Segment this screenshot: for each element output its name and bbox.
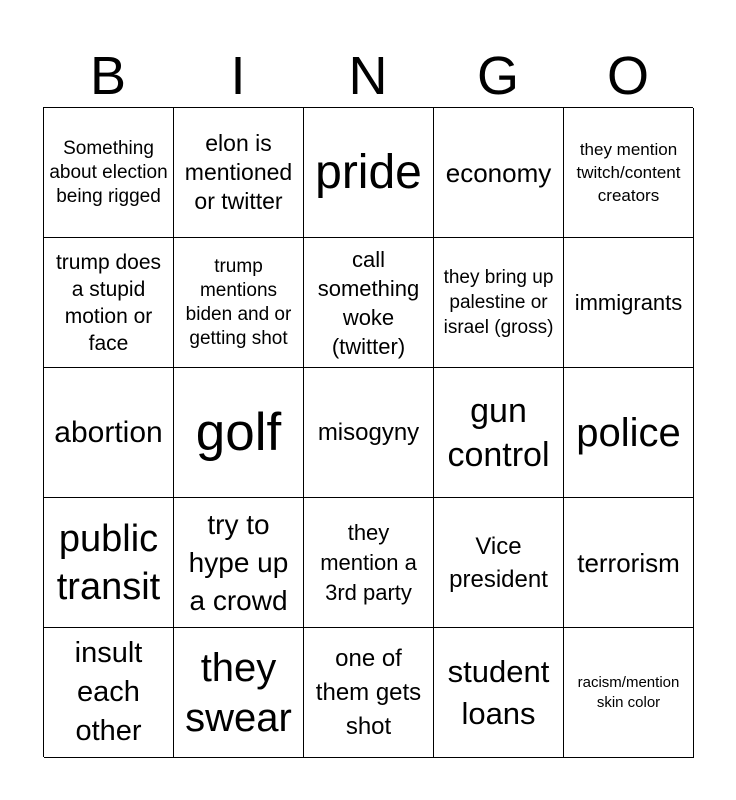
bingo-cell[interactable] bbox=[174, 108, 304, 238]
bingo-cell[interactable] bbox=[174, 628, 304, 758]
cell-text: try to hype up a crowd bbox=[188, 508, 289, 616]
cell-text: elon is mentioned or twitter bbox=[184, 130, 293, 214]
bingo-cell[interactable] bbox=[174, 238, 304, 368]
header-letter-i: I bbox=[230, 46, 246, 106]
bingo-cell[interactable] bbox=[564, 368, 694, 498]
bingo-cell[interactable] bbox=[434, 498, 564, 628]
bingo-cell[interactable] bbox=[44, 498, 174, 628]
cell-text: one of them gets shot bbox=[315, 644, 422, 740]
bingo-cell[interactable] bbox=[44, 238, 174, 368]
bingo-cell[interactable] bbox=[304, 628, 434, 758]
cell-text: trump does a stupid motion or face bbox=[55, 250, 162, 355]
header-letter-n: N bbox=[348, 46, 388, 106]
bingo-cell[interactable] bbox=[434, 368, 564, 498]
cell-text: Something about election being rigged bbox=[49, 137, 168, 207]
bingo-cell[interactable] bbox=[44, 628, 174, 758]
cell-text: golf bbox=[195, 402, 282, 462]
bingo-cell[interactable] bbox=[304, 108, 434, 238]
cell-text: terrorism bbox=[577, 547, 680, 578]
cell-text: pride bbox=[315, 145, 422, 199]
bingo-grid bbox=[43, 107, 693, 757]
cell-text: they mention twitch/content creators bbox=[576, 140, 681, 205]
bingo-cell[interactable] bbox=[564, 108, 694, 238]
bingo-cell[interactable] bbox=[44, 368, 174, 498]
cell-text: student loans bbox=[447, 653, 550, 731]
bingo-cell[interactable] bbox=[564, 628, 694, 758]
header-letter-o: O bbox=[606, 46, 649, 106]
cell-text: they swear bbox=[185, 645, 292, 740]
bingo-cell[interactable] bbox=[434, 628, 564, 758]
bingo-cell[interactable] bbox=[304, 238, 434, 368]
cell-text: trump mentions biden and or getting shot bbox=[185, 255, 292, 349]
cell-text: they mention a 3rd party bbox=[320, 519, 417, 605]
cell-text: racism/mention skin color bbox=[577, 673, 680, 711]
cell-text: economy bbox=[445, 157, 552, 188]
cell-text: Vice president bbox=[449, 532, 548, 593]
cell-text: gun control bbox=[447, 391, 550, 474]
cell-text: call something woke (twitter) bbox=[317, 246, 420, 359]
bingo-cell[interactable] bbox=[564, 498, 694, 628]
cell-text: public transit bbox=[56, 517, 161, 608]
header-letter-g: G bbox=[476, 46, 519, 106]
cell-text: they bring up palestine or israel (gross) bbox=[443, 267, 554, 338]
cell-text: misogyny bbox=[317, 418, 420, 446]
bingo-cell[interactable] bbox=[304, 368, 434, 498]
cell-text: insult each other bbox=[74, 637, 143, 747]
bingo-header bbox=[43, 46, 693, 106]
bingo-cell[interactable] bbox=[434, 238, 564, 368]
bingo-cell[interactable] bbox=[304, 498, 434, 628]
bingo-cell[interactable] bbox=[174, 368, 304, 498]
cell-text: immigrants bbox=[574, 289, 683, 315]
bingo-cell[interactable] bbox=[564, 238, 694, 368]
header-letter-b: B bbox=[89, 46, 127, 106]
bingo-cell[interactable] bbox=[174, 498, 304, 628]
cell-text: police bbox=[576, 410, 681, 455]
cell-text: abortion bbox=[54, 415, 163, 449]
bingo-cell[interactable] bbox=[44, 108, 174, 238]
bingo-cell[interactable] bbox=[434, 108, 564, 238]
